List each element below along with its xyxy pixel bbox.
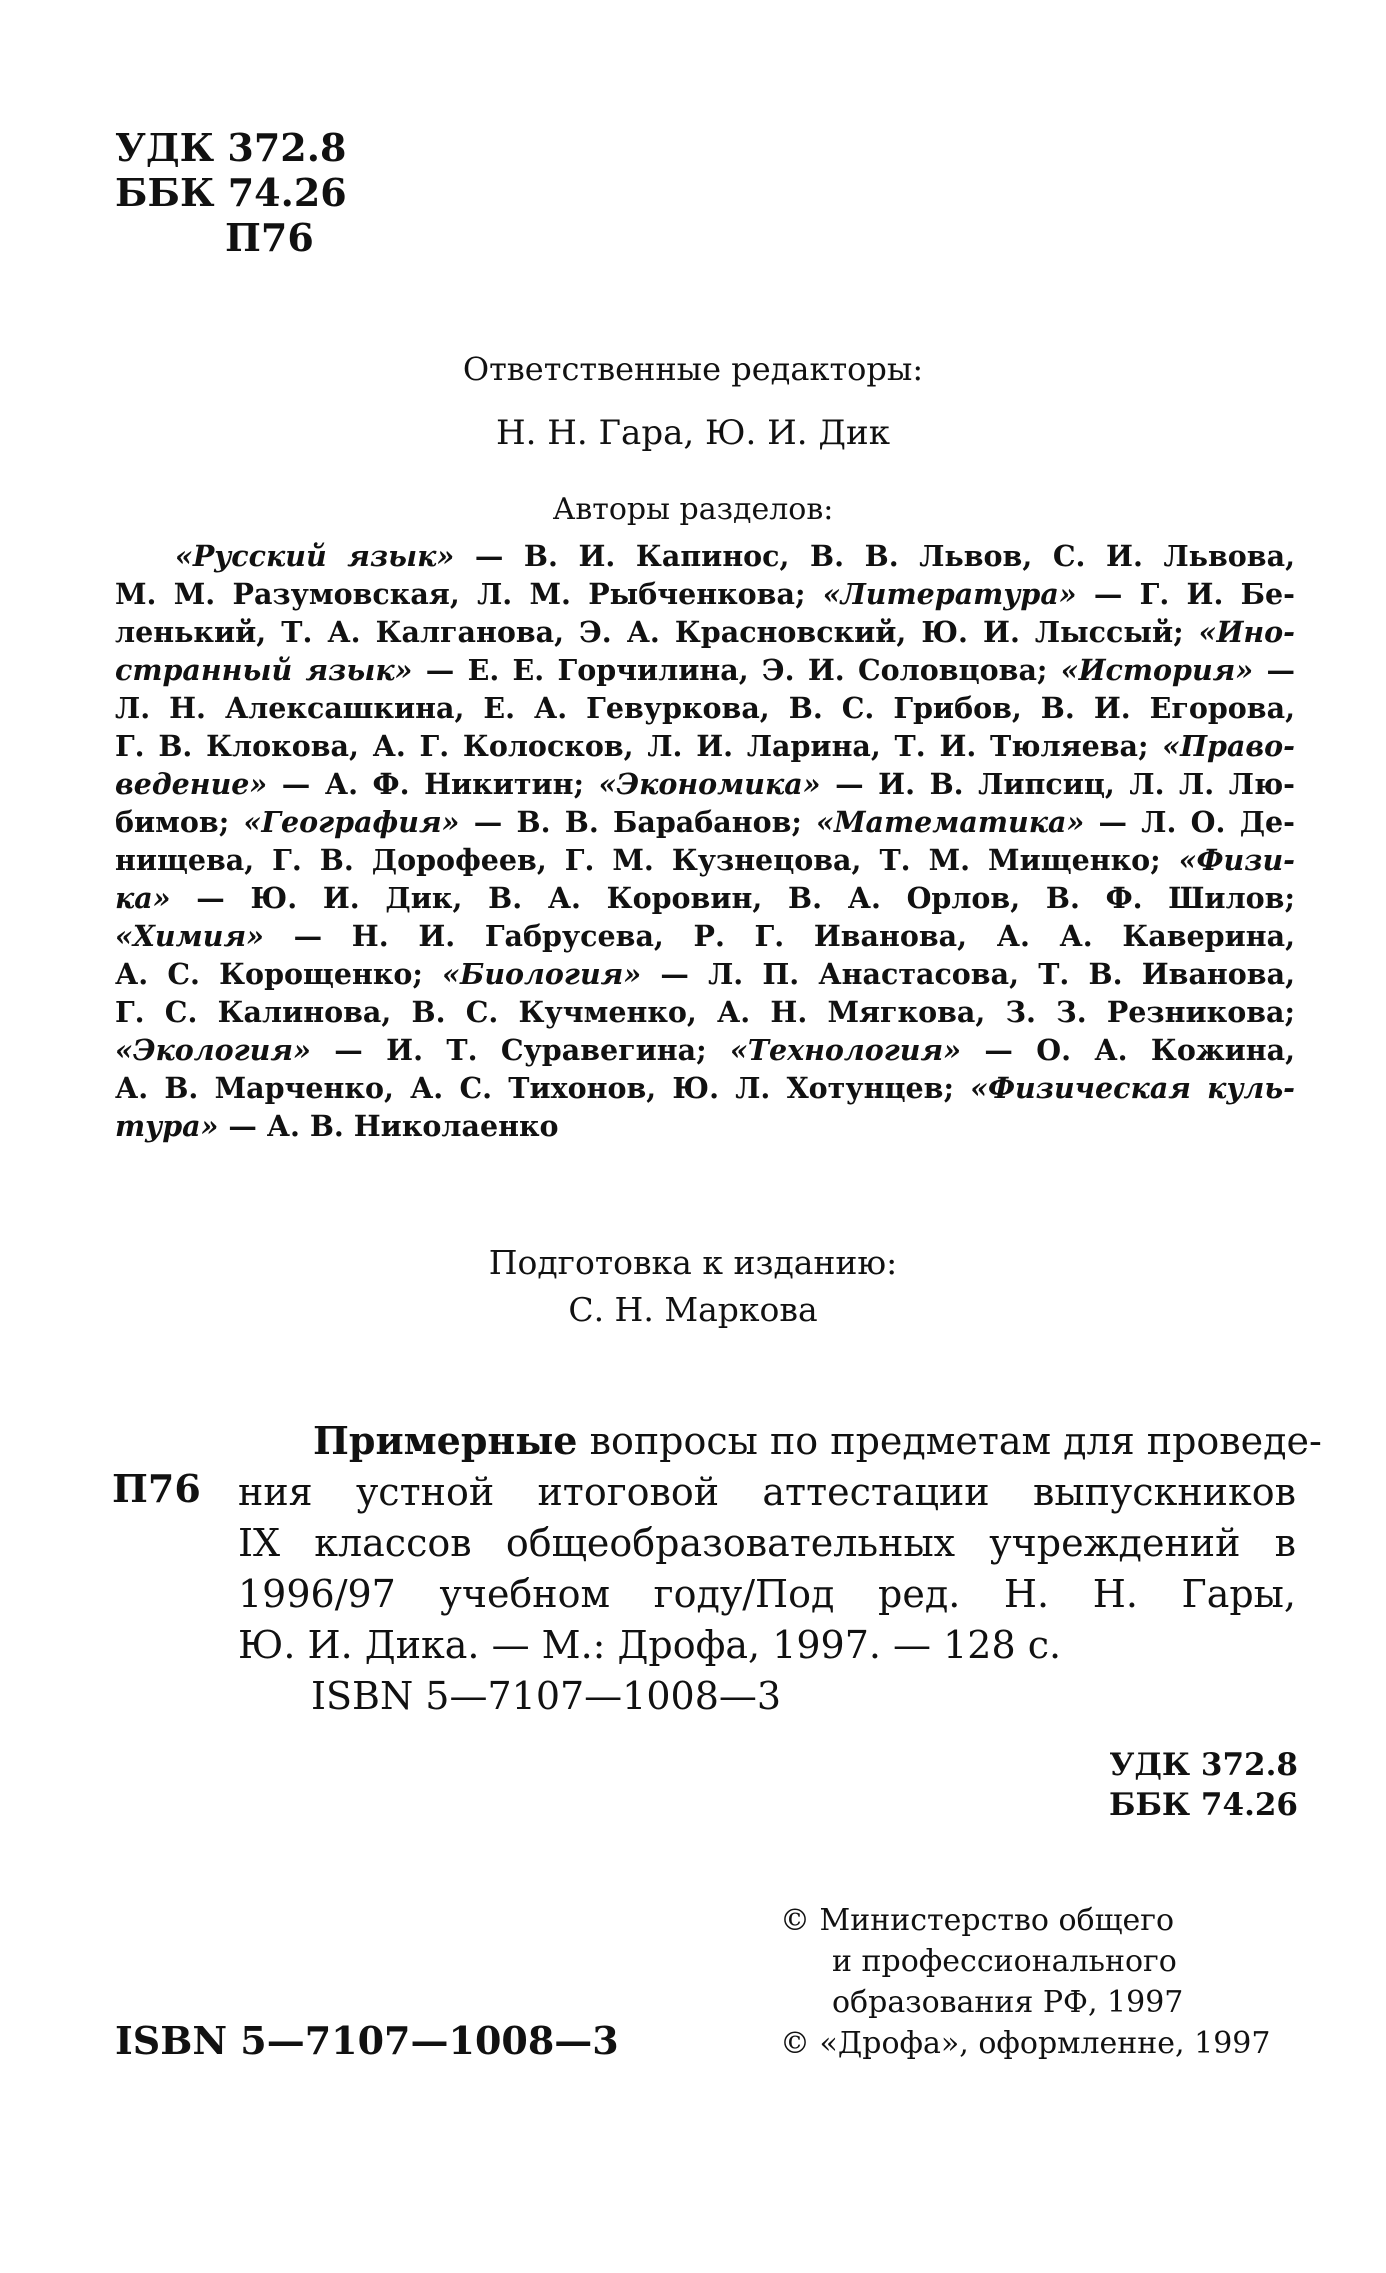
- author-names: — Г. И. Бе-: [1076, 577, 1295, 611]
- record-line: ния устной итоговой аттестации выпускников: [238, 1470, 1296, 1514]
- author-names: ленький, Т. А. Калганова, Э. А. Красновский, Ю. И. Лыссый;: [115, 615, 1199, 649]
- record-author-mark: П76: [112, 1466, 201, 1511]
- copyright-block: [780, 1900, 1270, 2064]
- subject-name: «Экономика»: [598, 767, 821, 801]
- subject-name: «Химия»: [115, 919, 264, 953]
- subject-name: «Экология»: [115, 1033, 311, 1067]
- author-names: — В. В. Барабанов;: [459, 805, 817, 839]
- subject-name: «Русский язык»: [175, 539, 455, 573]
- authors-paragraph: [115, 537, 1295, 1145]
- authors-line: [115, 613, 1295, 651]
- authors-line: [115, 803, 1295, 841]
- top-classification: [115, 125, 347, 260]
- record-line: IX классов общеобразовательных учреждений в: [238, 1521, 1296, 1565]
- subject-name: «Технология»: [729, 1033, 962, 1067]
- author-names: — Л. О. Де-: [1084, 805, 1295, 839]
- preparation-heading: Подготовка к изданию:: [488, 1243, 898, 1282]
- bbk-code: ББК 74.26: [115, 170, 347, 215]
- record-isbn: ISBN 5—7107—1008—3: [311, 1674, 782, 1718]
- authors-line: [115, 537, 1295, 575]
- authors-line: [115, 651, 1295, 689]
- author-names: Г. В. Клокова, А. Г. Колосков, Л. И. Ларина, Т. И. Тюляева;: [115, 729, 1163, 763]
- authors-heading: Авторы разделов:: [552, 492, 834, 527]
- copyright-line: © «Дрофа», оформленне, 1997: [780, 2026, 1271, 2061]
- right-classification: [1080, 1745, 1298, 1825]
- editors-names: Н. Н. Гара, Ю. И. Дик: [496, 413, 890, 453]
- bibliographic-record: [238, 1415, 1322, 1722]
- subject-name: «Физическая куль-: [970, 1071, 1296, 1105]
- author-mark: П76: [225, 215, 314, 260]
- author-names: А. С. Корощенко;: [115, 957, 443, 991]
- authors-line: [115, 841, 1295, 879]
- copyright-line: © Министерство общего: [780, 1903, 1175, 1938]
- subject-name: ка»: [115, 881, 171, 915]
- record-line: Ю. И. Дика. — М.: Дрофа, 1997. — 128 с.: [238, 1623, 1062, 1667]
- author-names: — В. И. Капинос, В. В. Львов, С. И. Львова,: [454, 539, 1295, 573]
- subject-name: «История»: [1060, 653, 1254, 687]
- authors-line: [115, 727, 1295, 765]
- subject-name: «География»: [243, 805, 460, 839]
- subject-name: «Право-: [1162, 729, 1295, 763]
- author-names: — Л. П. Анастасова, Т. В. Иванова,: [641, 957, 1295, 991]
- author-names: Л. Н. Алексашкина, Е. А. Гевуркова, В. С. Грибов, В. И. Егорова,: [115, 691, 1295, 725]
- subject-name: тура»: [115, 1109, 219, 1143]
- subject-name: «Математика»: [816, 805, 1085, 839]
- authors-line: [115, 1031, 1295, 1069]
- udk-code: УДК 372.8: [115, 125, 347, 170]
- author-names: М. М. Разумовская, Л. М. Рыбченкова;: [115, 577, 823, 611]
- authors-line: [115, 765, 1295, 803]
- author-names: — Ю. И. Дик, В. А. Коровин, В. А. Орлов, В. Ф. Шилов;: [170, 881, 1295, 915]
- authors-line: [115, 917, 1295, 955]
- copyright-line: образования РФ, 1997: [832, 1985, 1184, 2020]
- preparation-name: С. Н. Маркова: [568, 1290, 818, 1329]
- editors-heading: Ответственные редакторы:: [462, 350, 924, 388]
- isbn-number: ISBN 5—7107—1008—3: [115, 2018, 619, 2063]
- author-names: — А. Ф. Никитин;: [267, 767, 599, 801]
- subject-name: ведение»: [115, 767, 268, 801]
- authors-line: [115, 879, 1295, 917]
- record-title-word: Примерные: [313, 1418, 578, 1463]
- authors-line: [115, 955, 1295, 993]
- authors-line: [115, 575, 1295, 613]
- bbk-code: ББК 74.26: [1108, 1787, 1298, 1823]
- author-names: — Е. Е. Горчилина, Э. И. Соловцова;: [412, 653, 1061, 687]
- author-names: — И. Т. Суравегина;: [310, 1033, 730, 1067]
- author-names: — Н. И. Габрусева, Р. Г. Иванова, А. А. Каверина,: [263, 919, 1295, 953]
- author-names: бимов;: [115, 805, 244, 839]
- author-names: —: [1253, 653, 1295, 687]
- copyright-line: и профессионального: [832, 1944, 1177, 1979]
- author-names: — И. В. Липсиц, Л. Л. Лю-: [820, 767, 1295, 801]
- authors-line: [115, 1069, 1295, 1107]
- authors-line: [115, 1107, 1295, 1145]
- subject-name: «Биология»: [442, 957, 642, 991]
- author-names: — А. В. Николаенко: [218, 1109, 559, 1143]
- author-names: А. В. Марченко, А. С. Тихонов, Ю. Л. Хотунцев;: [115, 1071, 971, 1105]
- udk-code: УДК 372.8: [1109, 1747, 1298, 1783]
- subject-name: «Литература»: [822, 577, 1077, 611]
- record-line: 1996/97 учебном году/Под ред. Н. Н. Гары,: [238, 1572, 1296, 1616]
- author-names: Г. С. Калинова, В. С. Кучменко, А. Н. Мягкова, З. З. Резникова;: [115, 995, 1295, 1029]
- author-names: — О. А. Кожина,: [961, 1033, 1296, 1067]
- subject-name: странный язык»: [115, 653, 413, 687]
- author-names: нищева, Г. В. Дорофеев, Г. М. Кузнецова, Т. М. Мищенко;: [115, 843, 1179, 877]
- record-line: Примерные вопросы по предметам для проведе-: [313, 1418, 1322, 1463]
- subject-name: «Физи-: [1178, 843, 1295, 877]
- authors-line: [115, 993, 1295, 1031]
- authors-line: [115, 689, 1295, 727]
- subject-name: «Ино-: [1198, 615, 1295, 649]
